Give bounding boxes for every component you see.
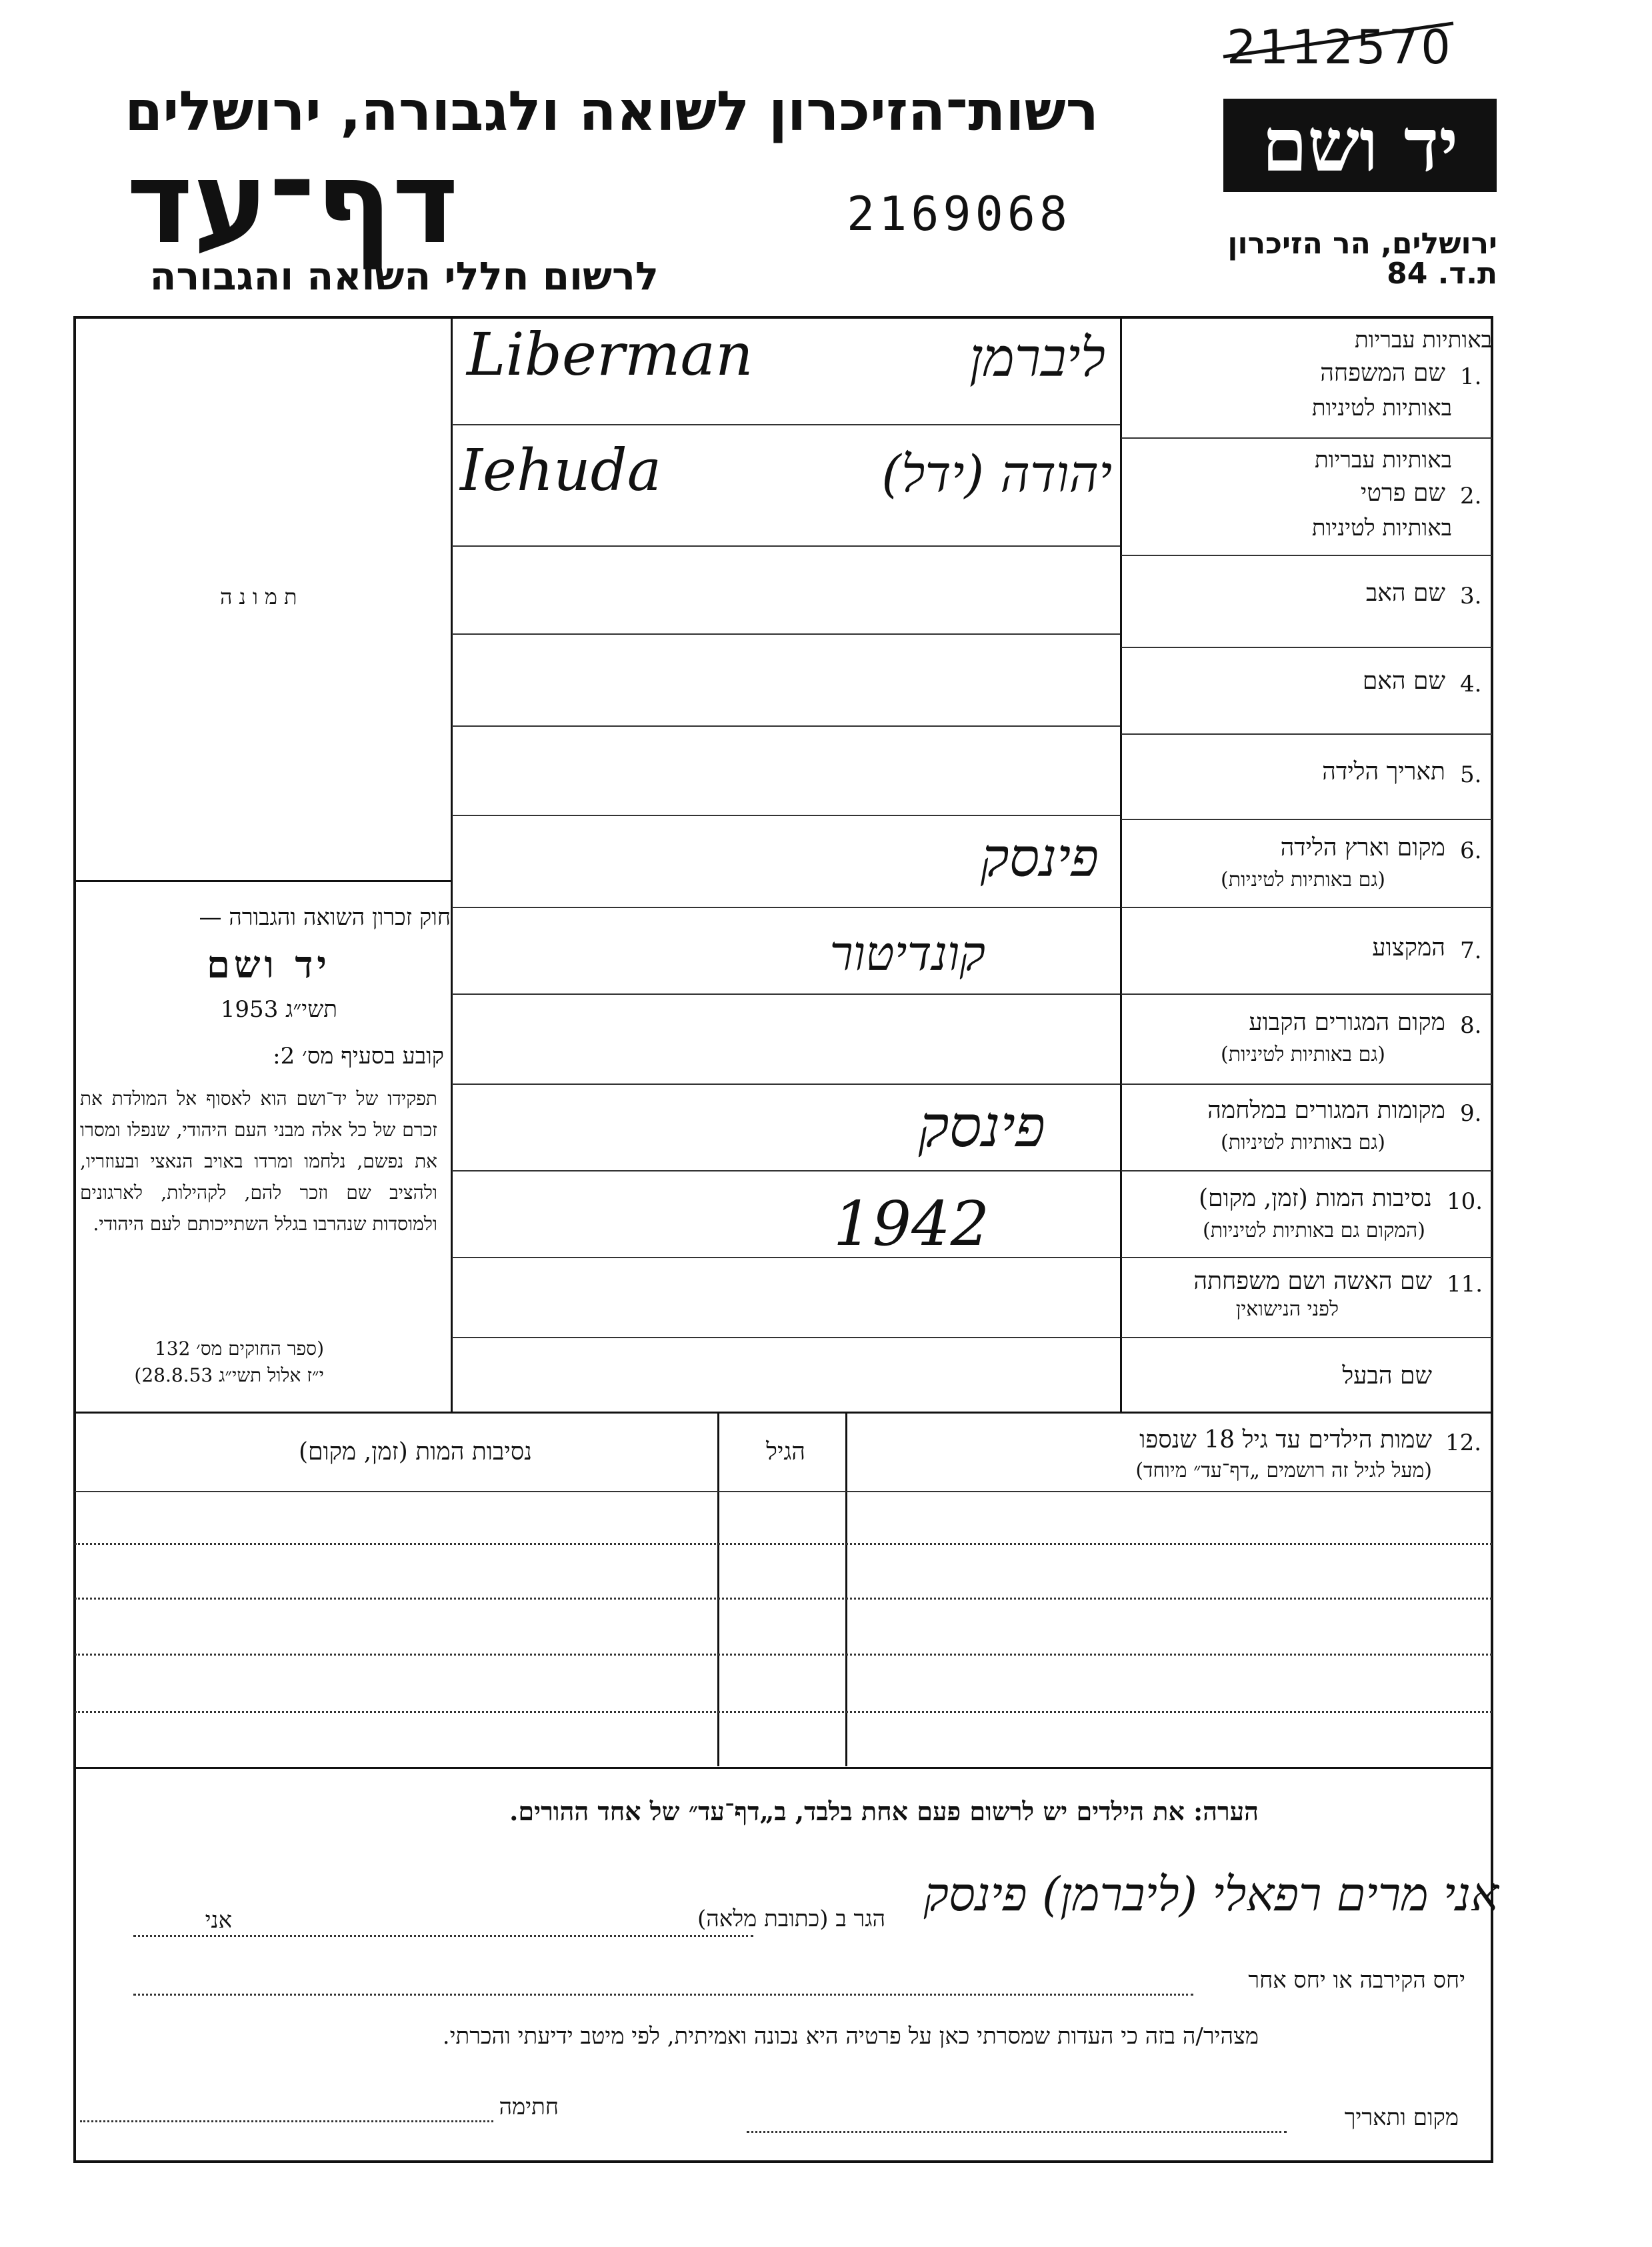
- field-5-number: 5.: [1460, 761, 1482, 788]
- age-column-header: הגיל: [766, 1438, 805, 1466]
- label-row-line: [1121, 647, 1492, 648]
- death-circumstances-header: נסיבות המות (זמן, מקום): [298, 1438, 532, 1466]
- first-name-latin-value: Iehuda: [460, 437, 661, 504]
- declarant-name-value: אני מרים רפאלי (ליברמן) פינסק: [923, 1867, 1499, 1922]
- row-line: [452, 993, 1120, 995]
- declaration-text: מצהיר/ה בזה כי העדות שמסרתי כאן על פרטיה היא נכונה ואמיתית, לפי מיטב ידיעתי והכרתי.: [442, 2023, 1259, 2050]
- permanent-residence-label: מקום המגורים הקבוע: [1249, 1009, 1445, 1036]
- photo-box-bottom: [73, 880, 452, 882]
- organization-title: רשות־הזיכרון לשואה ולגבורה, ירושלים: [125, 80, 1099, 143]
- row-line: [452, 633, 1120, 635]
- address-line: [133, 1935, 753, 1937]
- field-2-number: 2.: [1460, 483, 1482, 509]
- label-row-line: [1121, 555, 1492, 556]
- wartime-residence-label: מקומות המגורים במלחמה: [1207, 1097, 1445, 1124]
- address-line-2: ת.ד. 84: [1387, 257, 1497, 291]
- children-note: (מעל לגיל זה רושמים „דף־עד״ מיוחד): [1135, 1459, 1432, 1482]
- row-line: [452, 1170, 1120, 1172]
- signature-label: חתימה: [499, 2094, 559, 2120]
- law-title: יד ושם: [206, 943, 331, 987]
- strike-through-mark: [1220, 20, 1460, 73]
- latin-letters-note: (גם באותיות לטיניות): [1221, 1043, 1385, 1066]
- row-line: [452, 1257, 1120, 1258]
- law-year: תשי״ג 1953: [220, 996, 337, 1023]
- row-line: [452, 725, 1120, 727]
- birthplace-label: מקום וארץ הלידה: [1280, 834, 1445, 861]
- label-row-line: [1121, 1257, 1492, 1258]
- children-label: שמות הילדים עד גיל 18 שנספו: [1139, 1426, 1432, 1454]
- row-line: [452, 1337, 1120, 1338]
- death-circumstances-label: נסיבות המות (זמן, מקום): [1198, 1185, 1432, 1212]
- children-note-remark: הערה: את הילדים יש לרשום פעם אחת בלבד, ב„דף־עד״ של אחד ההורים.: [509, 1796, 1259, 1826]
- field-6-number: 6.: [1460, 837, 1482, 864]
- label-column-divider: [1120, 316, 1122, 1413]
- declarant-prefix: אני: [205, 1907, 232, 1934]
- children-bottom-line: [75, 1767, 1492, 1769]
- section-divider: [73, 1412, 1493, 1414]
- husband-name-label: שם הבעל: [1342, 1362, 1432, 1390]
- law-reference-1: (ספר החוקים מס׳ 132: [154, 1338, 324, 1360]
- latin-letters-note: (המקום גם באותיות לטיניות): [1202, 1219, 1425, 1242]
- reference-number: 2169068: [847, 187, 1072, 241]
- latin-letters-note: באותיות לטיניות: [1311, 395, 1452, 421]
- child-row-line: [75, 1543, 1492, 1545]
- photo-column-divider: [451, 316, 453, 1413]
- row-line: [452, 907, 1120, 908]
- surname-label: שם המשפחה: [1320, 359, 1445, 387]
- birthplace-value: פינסק: [980, 827, 1099, 889]
- field-8-number: 8.: [1460, 1012, 1482, 1039]
- place-date-label: מקום ותאריך: [1344, 2104, 1459, 2131]
- row-line: [452, 1083, 1120, 1085]
- latin-letters-note: באותיות לטיניות: [1311, 515, 1452, 541]
- maiden-name-note: לפני הנישואין: [1235, 1298, 1339, 1321]
- field-4-number: 4.: [1460, 671, 1482, 697]
- child-row-line: [75, 1598, 1492, 1600]
- label-row-line: [1121, 1170, 1492, 1172]
- law-reference-2: י״ז אלול תשי״ג 28.8.53): [134, 1364, 324, 1386]
- form-title: דף־עד: [126, 137, 459, 269]
- father-name-label: שם האב: [1365, 579, 1445, 607]
- field-12-number: 12.: [1445, 1430, 1482, 1456]
- child-row-line: [75, 1711, 1492, 1713]
- law-body: תפקידו של יד־ושם הוא לאסוף אל המולדת את זכרם של כל אלה מבני העם היהודי, שנפלו ומסרו את נפשם, נלחמו ומרדו באויב הנאצי ובעוזריו, ולהציב שם וזכר להם, לקהילות, לארגונים ולמוסדות שנהרבו בגלל השתייכותם לעם היהודי.: [80, 1087, 437, 1235]
- label-row-line: [1121, 733, 1492, 735]
- children-col-divider: [717, 1413, 719, 1766]
- mother-name-label: שם האם: [1362, 667, 1445, 695]
- row-line: [452, 815, 1120, 816]
- label-row-line: [1121, 993, 1492, 995]
- children-col-divider: [845, 1413, 847, 1766]
- surname-latin-value: Liberman: [467, 320, 753, 389]
- struck-archive-number: 2112570: [1227, 20, 1453, 75]
- place-date-line: [747, 2131, 1287, 2133]
- first-name-label: שם פרטי: [1360, 479, 1445, 507]
- address-line-1: ירושלים, הר הזיכרון: [1227, 227, 1497, 261]
- label-row-line: [1121, 1337, 1492, 1338]
- child-row-line: [75, 1654, 1492, 1656]
- form-subtitle: לרשום חללי השואה והגבורה: [149, 253, 659, 299]
- relation-label: יחס הקירבה או יחס אחר: [1248, 1967, 1465, 1994]
- death-year-value: 1942: [833, 1188, 990, 1260]
- row-line: [452, 424, 1120, 425]
- address-label: הגר ב (כתובת מלאה): [697, 1906, 885, 1932]
- hebrew-letters-note: באותיות עבריות: [1354, 327, 1492, 353]
- children-header-line: [75, 1491, 1492, 1492]
- field-1-number: 1.: [1460, 363, 1482, 390]
- law-heading: חוק זכרון השואה והגבורה —: [199, 904, 451, 931]
- surname-hebrew-value: ליברמן: [969, 327, 1105, 389]
- law-section: קובע בסעיף מס׳ 2:: [273, 1043, 444, 1069]
- field-3-number: 3.: [1460, 583, 1482, 609]
- first-name-hebrew-value: יהודה (ידל): [881, 444, 1112, 503]
- wife-name-label: שם האשה ושם משפחתה: [1193, 1268, 1432, 1295]
- row-line: [452, 545, 1120, 547]
- occupation-value: קונדיטור: [829, 925, 985, 981]
- relation-line: [133, 1994, 1193, 1996]
- signature-line: [80, 2120, 493, 2122]
- birth-date-label: תאריך הלידה: [1322, 758, 1445, 785]
- label-row-line: [1121, 819, 1492, 820]
- hebrew-letters-note: באותיות עבריות: [1314, 447, 1452, 473]
- label-row-line: [1121, 437, 1492, 439]
- yad-vashem-logo: יד ושם: [1223, 99, 1497, 192]
- label-row-line: [1121, 1083, 1492, 1085]
- field-9-number: 9.: [1460, 1100, 1482, 1127]
- label-row-line: [1121, 907, 1492, 908]
- occupation-label: המקצוע: [1372, 934, 1445, 961]
- latin-letters-note: (גם באותיות לטיניות): [1221, 1131, 1385, 1154]
- field-11-number: 11.: [1447, 1271, 1483, 1298]
- photo-label: תמונה: [220, 584, 304, 609]
- field-10-number: 10.: [1447, 1188, 1483, 1215]
- field-7-number: 7.: [1460, 937, 1482, 964]
- wartime-place-value: פינסק: [918, 1093, 1045, 1160]
- latin-letters-note: (גם באותיות לטיניות): [1221, 868, 1385, 891]
